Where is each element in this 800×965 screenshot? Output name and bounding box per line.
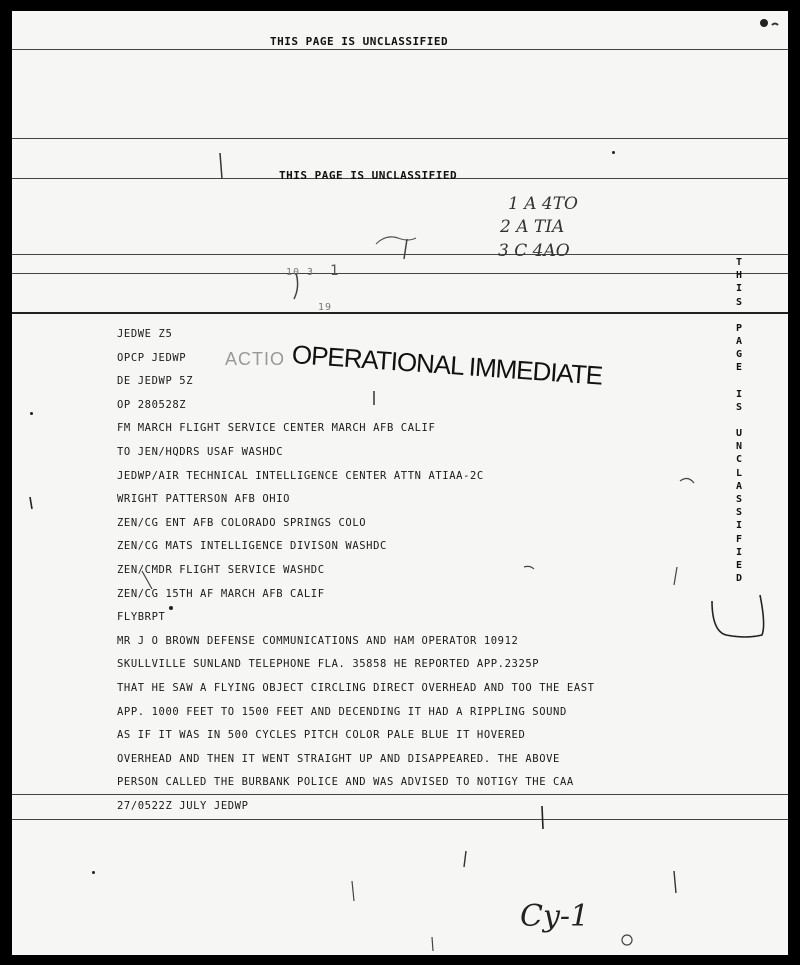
- ink-spot: [169, 606, 173, 610]
- vertical-word: P A G E: [735, 322, 743, 374]
- message-line: AS IF IT WAS IN 500 CYCLES PITCH COLOR PALE BLUE IT HOVERED: [117, 729, 526, 742]
- vertical-word: T H I S: [735, 257, 743, 308]
- precedence-stamp: OPERATIONAL IMMEDIATE: [290, 339, 604, 391]
- top-classification-banner: THIS PAGE IS UNCLASSIFIED: [270, 35, 449, 48]
- stamp-prefix: ACTIO: [225, 349, 286, 369]
- message-line: PERSON CALLED THE BURBANK POLICE AND WAS ADVISED TO NOTIGY THE CAA: [117, 776, 574, 789]
- message-line: OVERHEAD AND THEN IT WENT STRAIGHT UP AND DISAPPEARED. THE ABOVE: [117, 752, 560, 765]
- faint-mark: 19: [318, 302, 333, 313]
- message-line: ZEN/CMDR FLIGHT SERVICE WASHDC: [117, 563, 325, 576]
- ink-spot: [760, 19, 768, 27]
- ink-spot: [92, 871, 95, 874]
- rule-line: [12, 49, 788, 50]
- message-line: OP 280528Z: [117, 398, 187, 411]
- faint-date-mark: 10 3: [286, 267, 315, 278]
- message-line: THAT HE SAW A FLYING OBJECT CIRCLING DIRECT OVERHEAD AND TOO THE EAST: [117, 681, 595, 694]
- message-line: SKULLVILLE SUNLAND TELEPHONE FLA. 35858 HE REPORTED APP.2325P: [117, 658, 540, 671]
- ink-spot: [612, 151, 615, 154]
- vertical-word: I S: [735, 388, 743, 413]
- message-line: FLYBRPT: [117, 611, 166, 624]
- rule-line: [12, 312, 788, 314]
- vertical-word: U N C L A S S I F I E D: [735, 428, 743, 585]
- rule-line: [12, 254, 788, 255]
- handwritten-routing-2: 2 A TIA: [500, 217, 565, 237]
- document-page: [12, 11, 788, 955]
- message-line: ZEN/CG 15TH AF MARCH AFB CALIF: [117, 587, 325, 600]
- ink-spot: [30, 412, 33, 415]
- handwritten-routing-3: 3 C 4AO: [498, 241, 570, 261]
- message-line: JEDWE Z5: [117, 328, 173, 340]
- message-line: JEDWP/AIR TECHNICAL INTELLIGENCE CENTER ATTN ATIAA-2C: [117, 469, 484, 482]
- message-line: ZEN/CG ENT AFB COLORADO SPRINGS COLO: [117, 516, 367, 529]
- message-line: 27/0522Z JULY JEDWP: [117, 799, 249, 812]
- message-line: ZEN/CG MATS INTELLIGENCE DIVISON WASHDC: [117, 540, 387, 553]
- handwritten-routing-1: 1 A 4TO: [508, 194, 578, 214]
- message-line: DE JEDWP 5Z: [117, 375, 194, 388]
- message-body: [117, 323, 595, 818]
- handwritten-initial: Cy-1: [520, 899, 590, 934]
- message-line: FM MARCH FLIGHT SERVICE CENTER MARCH AFB CALIF: [117, 422, 436, 435]
- message-line: APP. 1000 FEET TO 1500 FEET AND DECENDING IT HAD A RIPPLING SOUND: [117, 705, 567, 718]
- rule-line: [12, 273, 788, 274]
- message-line: TO JEN/HQDRS USAF WASHDC: [117, 445, 284, 458]
- message-line: WRIGHT PATTERSON AFB OHIO: [117, 493, 291, 506]
- message-line: MR J O BROWN DEFENSE COMMUNICATIONS AND HAM OPERATOR 10912: [117, 634, 519, 647]
- faint-mark: 1: [330, 263, 340, 279]
- rule-line: [12, 138, 788, 139]
- vertical-classification-banner: [731, 256, 747, 585]
- message-line: OPCP JEDWP: [117, 351, 187, 364]
- rule-line: [12, 819, 788, 820]
- classification-banner: THIS PAGE IS UNCLASSIFIED: [279, 169, 458, 182]
